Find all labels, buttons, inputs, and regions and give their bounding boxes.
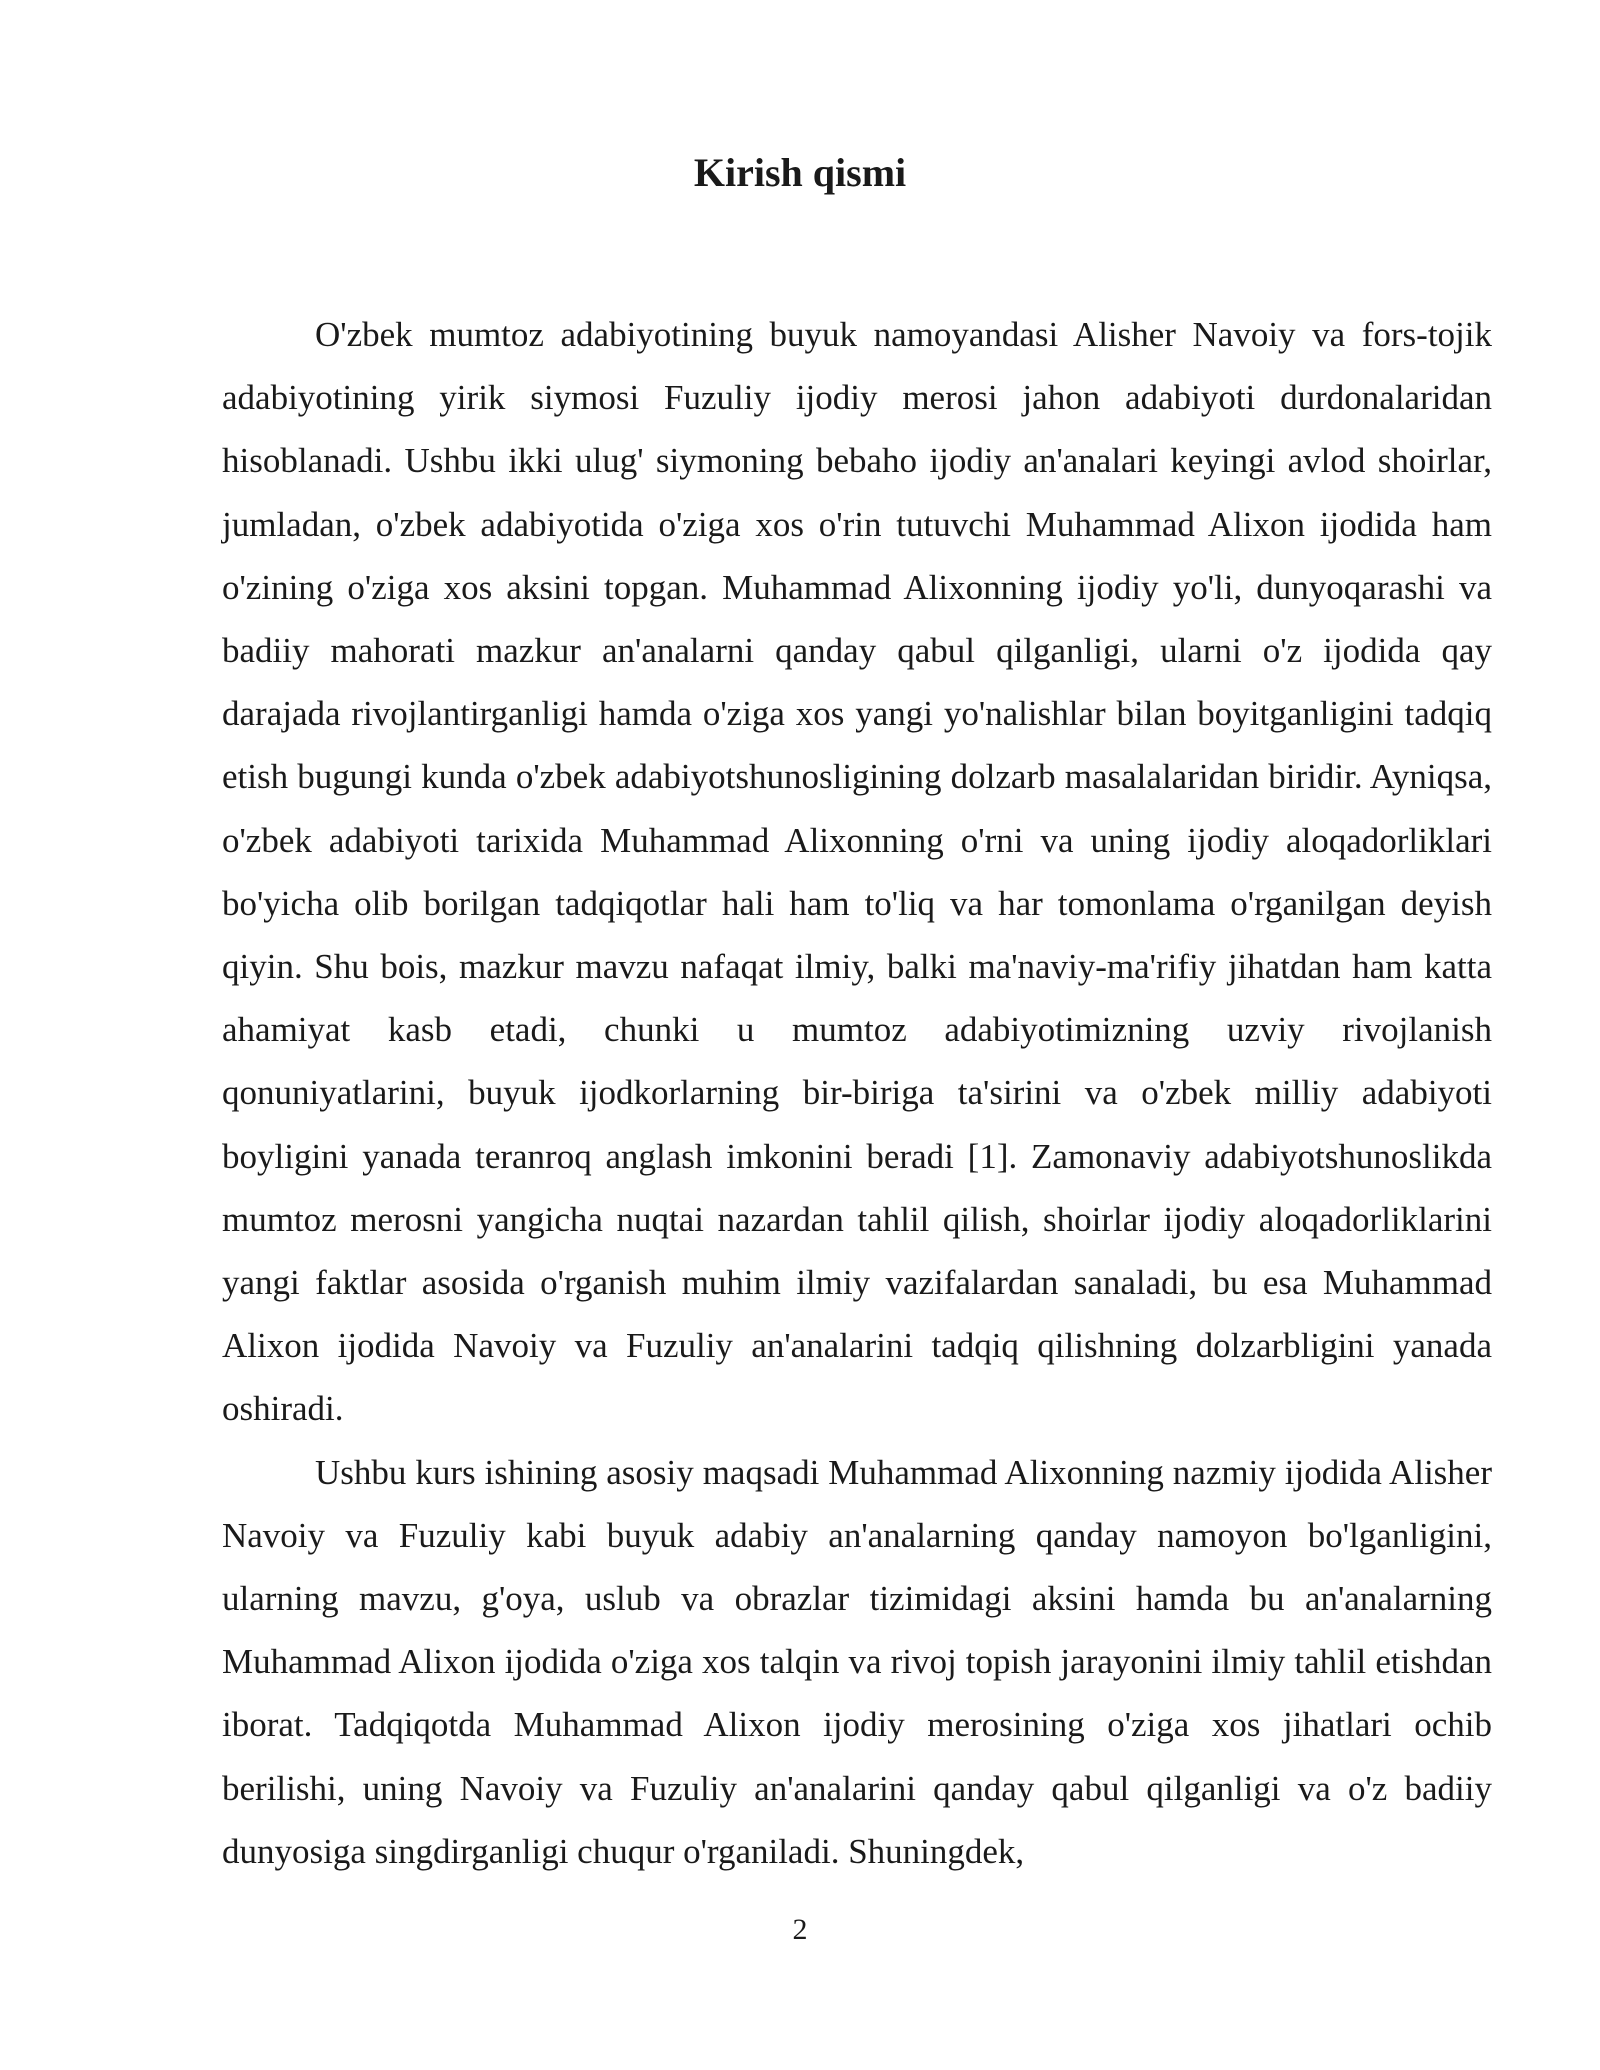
paragraph-1: O'zbek mumtoz adabiyotining buyuk namoyandasi Alisher Navoiy va fors-tojik adabiyotining yirik siymosi Fuzuliy ijodiy merosi jahon adabiyoti durdonalaridan hisoblanadi. Ushbu ikki ulug' siymoning bebaho ijodiy an'analari keyingi avlod shoirlar, jumladan, o'zbek adabiyotida o'ziga xos o'rin tutuvchi Muhammad Alixon ijodida ham o'zining o'ziga xos aksini topgan. Muhammad Alixonning ijodiy yo'li, dunyoqarashi va badiiy mahorati mazkur an'analarni qanday qabul qilganligi, ularni o'z ijodida qay darajada rivojlantirganligi hamda o'ziga xos yangi yo'nalishlar bilan boyitganligini tadqiq etish bugungi kunda o'zbek adabiyotshunosligining dolzarb masalalaridan biridir. Ayniqsa, o'zbek adabiyoti tarixida Muhammad Alixonning o'rni va uning ijodiy aloqadorliklari bo'yicha olib borilgan tadqiqotlar hali ham to'liq va har tomonlama o'rganilgan deyish qiyin. Shu bois, mazkur mavzu nafaqat ilmiy, balki ma'naviy-ma'rifiy jihatdan ham katta ahamiyat kasb etadi, chunki u mumtoz adabiyotimizning uzviy rivojlanish qonuniyatlarini, buyuk ijodkorlarning bir-biriga ta'sirini va o'zbek milliy adabiyoti boyligini yanada teranroq anglash imkonini beradi [1]. Zamonaviy adabiyotshunoslikda mumtoz merosni yangicha nuqtai nazardan tahlil qilish, shoirlar ijodiy aloqadorliklarini yangi faktlar asosida o'rganish muhim ilmiy vazifalardan sanaladi, bu esa Muhammad Alixon ijodida Navoiy va Fuzuliy an'analarini tadqiq qilishning dolzarbligini yanada oshiradi.	[222, 315, 1492, 1429]
page-number: 2	[792, 1913, 808, 1946]
document-title: Kirish qismi	[693, 150, 907, 195]
paragraph-2: Ushbu kurs ishining asosiy maqsadi Muhammad Alixonning nazmiy ijodida Alisher Navoiy va Fuzuliy kabi buyuk adabiy an'analarning qanday namoyon bo'lganligini, ularning mavzu, g'oya, uslub va obrazlar tizimidagi aksini hamda bu an'analarning Muhammad Alixon ijodida o'ziga xos talqin va rivoj topish jarayonini ilmiy tahlil etishdan iborat. Tadqiqotda Muhammad Alixon ijodiy merosining o'ziga xos jihatlari ochib berilishi, uning Navoiy va Fuzuliy an'analarini qanday qabul qilganligi va o'z badiiy dunyosiga singdirganligi chuqur o'rganiladi. Shuningdek,	[222, 1452, 1492, 1871]
document-body	[222, 303, 1492, 1883]
